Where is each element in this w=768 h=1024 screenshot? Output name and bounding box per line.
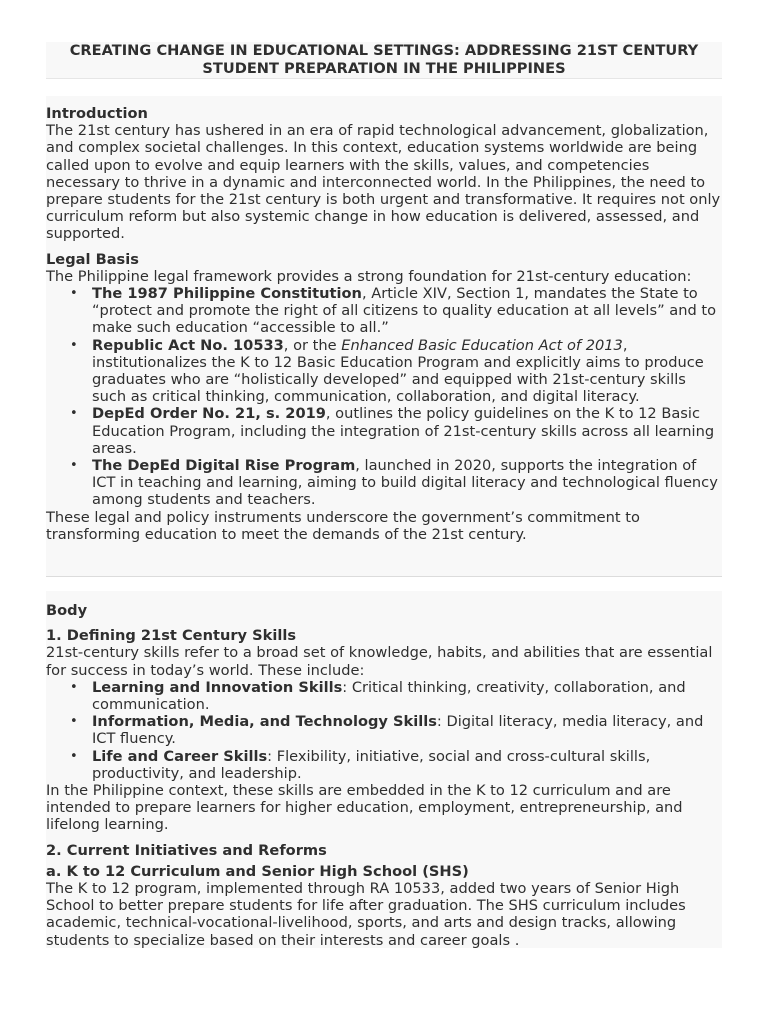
legal-basis-lead: The Philippine legal framework provides a strong foundation for 21st-century education: [46,267,692,285]
title-line-2: STUDENT PREPARATION IN THE PHILIPPINES [202,59,566,77]
list-item [92,405,722,457]
list-item-text: : Flexibility, initiative, social and cross-cultural skills, productivity, and leadership. [92,747,651,782]
introduction-paragraph: The 21st century has ushered in an era of rapid technological advancement, globalization, and complex societal challenges. In this context, education systems worldwide are being called upon to evolve and equip learners with the skills, values, and competencies necessary to thrive in a dynamic and interconnected world. In the Philippines, the need to prepare students for the 21st century is both urgent and transformative. It requires not only curriculum reform but also systemic change in how education is delivered, assessed, and supported. [46,122,721,243]
initiatives-heading: 2. Current Initiatives and Reforms [46,841,327,859]
list-item [92,748,722,782]
skills-list [46,679,722,782]
list-item-bold: Life and Career Skills [92,747,268,765]
k12-paragraph: The K to 12 program, implemented through RA 10533, added two years of Senior High School to better prepare students for life after graduation. The SHS curriculum includes academic, technical-vocational-livelihood, sports, and arts and design tracks, allowing students to specialize based on their interests and career goals . [46,880,686,949]
defining-skills-lead: 21st-century skills refer to a broad set of knowledge, habits, and abilities that are essential for success in today’s world. These include: [46,644,713,679]
list-item-bold: DepEd Order No. 21, s. 2019 [92,405,326,423]
list-item-text: , Article XIV, Section 1, mandates the State to “protect and promote the right of all citizens to quality education at all levels” and to make such education “accessible to all.” [92,285,717,337]
list-item-bold: The 1987 Philippine Constitution [92,285,362,303]
defining-skills-closing: In the Philippine context, these skills are embedded in the K to 12 curriculum and are intended to prepare learners for higher education, employment, entrepreneurship, and lifelong learning. [46,782,683,834]
list-item [92,679,722,713]
body-heading: Body [46,602,88,619]
list-item-text: , outlines the policy guidelines on the K to 12 Basic Education Program, including the integration of 21st-century skills across all learning areas. [92,405,715,457]
defining-skills-heading: 1. Defining 21st Century Skills [46,627,297,645]
list-item [92,457,722,509]
introduction-heading: Introduction [46,105,148,122]
list-item-italic: Enhanced Basic Education Act of 2013 [341,336,623,354]
introduction-section [46,96,722,577]
list-item-text: , institutionalizes the K to 12 Basic Education Program and explicitly aims to produce graduates who are “holistically developed” and equipped with 21st-century skills such as critical thinking, communication, collaboration, and digital literacy. [92,336,704,406]
list-item-text: , launched in 2020, supports the integration of ICT in teaching and learning, aiming to build digital literacy and technological fluency among students and teachers. [92,457,718,509]
list-item-bold: The DepEd Digital Rise Program [92,457,356,475]
title-line-1: CREATING CHANGE IN EDUCATIONAL SETTINGS: ADDRESSING 21ST CENTURY [69,42,699,59]
legal-basis-heading: Legal Basis [46,250,139,268]
list-item-text: , or the [283,336,342,354]
list-item-bold: Republic Act No. 10533 [92,336,284,354]
list-item-bold: Learning and Innovation Skills [92,678,343,696]
k12-subheading: a. K to 12 Curriculum and Senior High School (SHS) [46,862,469,880]
body-section [46,591,722,948]
list-item [92,713,722,747]
legal-basis-closing: These legal and policy instruments underscore the government’s commitment to transforming education to meet the demands of the 21st century. [46,508,640,543]
list-item-bold: Information, Media, and Technology Skills [92,713,437,731]
list-item-text: : Digital literacy, media literacy, and ICT fluency. [92,713,704,748]
list-item [92,337,722,406]
list-item [92,285,722,337]
list-item-text: : Critical thinking, creativity, collaboration, and communication. [92,678,686,714]
document-title [46,42,722,79]
legal-basis-list [46,285,722,509]
